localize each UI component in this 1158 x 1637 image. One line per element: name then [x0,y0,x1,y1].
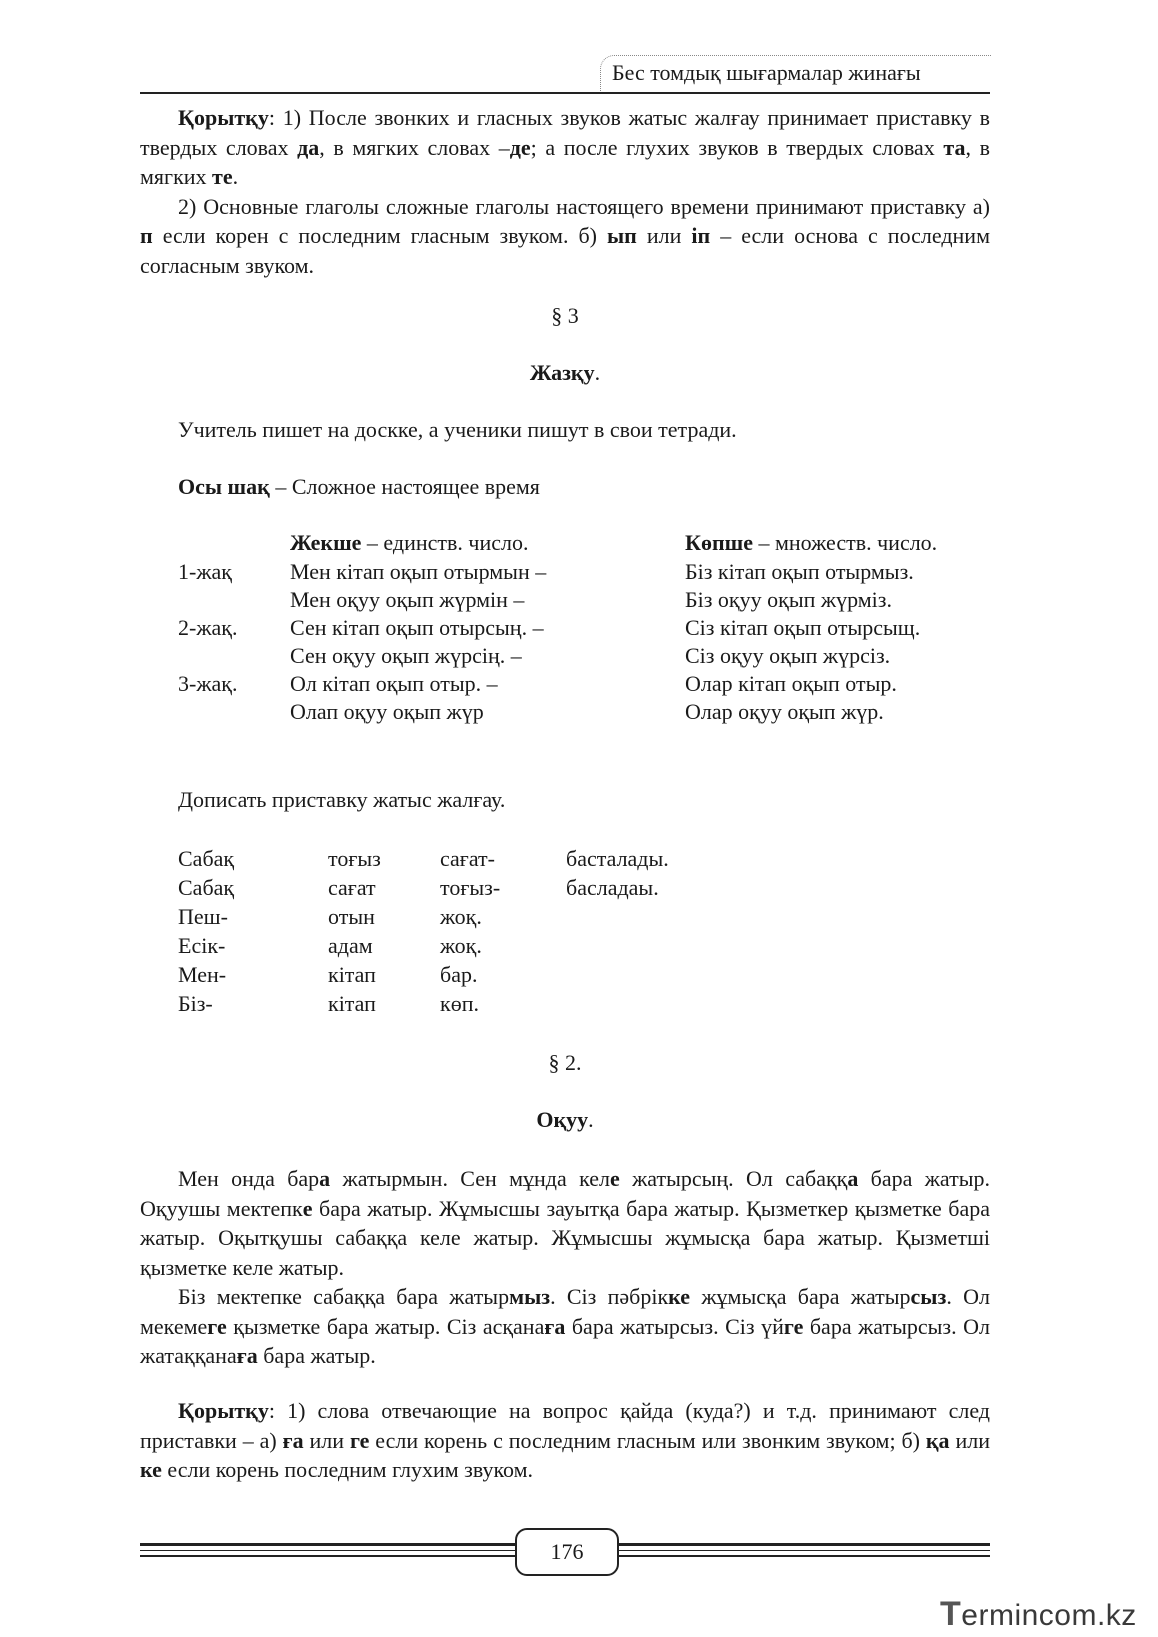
header-rule [140,92,990,94]
page-number [515,1528,619,1576]
bold-run: ға [282,1427,304,1453]
plural-cell: Сіз кітап оқып отырсыщ. [685,615,921,640]
plural-header [685,530,937,556]
site-watermark [940,1595,1137,1634]
singular-cell: Мен кітап оқып отырмын – [290,559,547,584]
text-run: бара жатыр. Жұмысшы зауытқа бара жатыр. Қызметкер қызметке бара жатыр. Оқытқушы сабаққа келе жатыр. Жұмысшы жұмысқа бара жатыр. Қызметші қызметке келе жатыр. [140,1195,990,1280]
exercise-cell: Мен- [178,962,227,987]
exercise-cell: кітап [328,962,376,987]
watermark-text: ermincom.kz [961,1599,1137,1632]
bold-run: е [609,1166,620,1191]
singular-desc: – единств. число. [361,530,529,555]
text-run: бара жатырсыз. Ол жатаққана [140,1313,990,1368]
exercise-cell: отын [328,904,375,929]
exercise-cell: бар. [440,962,478,987]
text-run: қызметке бара жатыр. Сіз асқана [226,1313,545,1339]
section-3-number: § 3 [551,303,579,328]
section-2-title-suffix: . [588,1107,594,1132]
text-run: или [949,1427,990,1453]
bold-run: сыз [910,1284,947,1309]
text-run: бара жатыр. Оқуушы мектепк [140,1166,991,1221]
text-run: если корень с последним гласным или звонким звуком; б) [369,1427,926,1453]
bold-run: ке [140,1457,162,1482]
exercise-cell: сағат [328,875,376,900]
section-3-title: Жазқу [529,360,595,385]
exercise-cell: жоқ. [440,904,482,929]
bold-run: ға [544,1313,566,1339]
text-run: если корен с последним гласным звуком. б) [152,223,607,248]
conclusion-1-para-1 [140,103,990,192]
exercise-cell: Есік- [178,933,226,958]
bold-run: да [297,134,320,160]
bold-run: а [319,1166,331,1191]
bold-run: іп [691,223,711,248]
tense-label: Осы шақ [178,474,270,499]
reading-para-2 [140,1282,990,1371]
text-run: или [303,1427,350,1453]
text-run: . Сіз пәбрік [550,1284,669,1309]
bold-run: қа [925,1427,950,1453]
conclusion-1 [140,103,990,280]
bold-run: е [302,1195,313,1221]
text-run: бара жатыр. [257,1343,376,1368]
exercise-cell: тоғыз [328,846,381,871]
tense-desc: – Сложное настоящее время [269,474,540,499]
text-run: , в мягких [140,134,990,189]
plural-cell: Біз кітап оқып отырмыз. [685,559,914,584]
reading-para-1 [140,1164,990,1282]
bold-run: ге [349,1427,370,1453]
bold-run: п [140,223,153,248]
exercise-cell: кітап [328,991,376,1016]
exercise-cell: тоғыз- [440,875,501,900]
text-run: : 1) слова отвечающие на вопрос қайда (куда?) и т.д. принимают след приставки – а) [140,1398,990,1453]
text-run: : 1) После звонких и гласных звуков жатыс жалғау принимает приставку в твердых словах [140,105,990,160]
text-run: – если основа с последним согласным звуком. [140,223,990,278]
singular-cell: Ол кітап оқып отыр. – [290,671,498,696]
person-cell: 2-жақ. [178,615,238,640]
tense-line [178,474,540,500]
exercise-cell: көп. [440,991,479,1016]
singular-cell: Сен оқуу оқып жүрсің. – [290,643,522,668]
exercise-instruction: Дописать приставку жатыс жалғау. [178,787,506,812]
page-number-text: 176 [550,1539,584,1564]
section-3-heading [140,360,990,386]
plural-cell: Біз оқуу оқып жүрміз. [685,587,892,612]
text-run: . Ол мекеме [140,1284,990,1339]
person-cell: 1-жақ [178,559,232,584]
bold-run: ке [668,1284,691,1309]
text-run: или [636,223,692,248]
text-run: 2) Основные глаголы сложные глаголы настоящего времени принимают приставку а) [178,193,990,219]
singular-header [290,530,528,556]
exercise-cell: Сабақ [178,846,235,871]
person-cell: 3-жақ. [178,671,238,696]
section-2-heading [140,1107,990,1133]
plural-cell: Сіз оқуу оқып жүрсіз. [685,643,891,668]
text-run: жатырмын. Сен мұнда кел [330,1166,610,1191]
section-3-title-suffix: . [594,360,601,385]
singular-cell: Олап оқуу оқып жүр [290,699,484,724]
section-2-number: § 2. [548,1050,582,1075]
conclusion-2-label: Қорытқу [178,1398,269,1423]
exercise-cell: Біз- [178,991,213,1016]
text-run: жұмысқа бара жатыр [690,1284,911,1309]
text-run: если корень последним глухим звуком. [161,1457,534,1482]
bold-run: ге [207,1313,227,1339]
bold-run: ып [607,223,637,248]
plural-cell: Олар оқуу оқып жүр. [685,699,884,724]
text-run: . [232,164,239,189]
conclusion-1-para-2 [140,192,990,281]
running-header: Бес томдық шығармалар жинағы [612,60,921,85]
conclusion-2-para [140,1396,990,1485]
plural-desc: – множеств. число. [752,530,938,555]
conclusion-1-label: Қорытқу [178,105,269,130]
writing-instruction: Учитель пишет на доскке, а ученики пишут в свои тетради. [178,417,737,442]
bold-run: а [847,1166,859,1191]
text-run: ; а после глухих звуков в твердых словах [530,134,944,160]
exercise-cell: Сабақ [178,875,235,900]
reading-text [140,1164,990,1371]
exercise-cell: жоқ. [440,933,482,958]
exercise-cell: басладаы. [566,875,659,900]
bold-run: ге [783,1313,804,1339]
watermark-letter: T [940,1595,962,1633]
text-run: Мен онда бар [178,1166,320,1191]
section-2-title: Оқуу [536,1107,589,1132]
bold-run: та [943,134,966,160]
singular-cell: Сен кітап оқып отырсың. – [290,615,544,640]
bold-run: мыз [509,1284,551,1309]
text-run: бара жатырсыз. Сіз үй [565,1313,784,1339]
text-run: Біз мектепке сабаққа бара жатыр [178,1284,510,1309]
exercise-cell: адам [328,933,373,958]
singular-cell: Мен оқуу оқып жүрмін – [290,587,525,612]
bold-run: ға [236,1343,258,1368]
plural-label: Көпше [685,530,753,555]
exercise-cell: Пеш- [178,904,228,929]
conclusion-2 [140,1396,990,1485]
plural-cell: Олар кітап оқып отыр. [685,671,897,696]
text-run: жатырсың. Ол сабаққ [619,1166,848,1191]
bold-run: те [212,164,233,189]
text-run: , в мягких словах – [319,134,510,160]
bold-run: де [509,134,531,160]
exercise-cell: басталады. [566,846,669,871]
exercise-cell: сағат- [440,846,495,871]
singular-label: Жекше [290,530,362,555]
